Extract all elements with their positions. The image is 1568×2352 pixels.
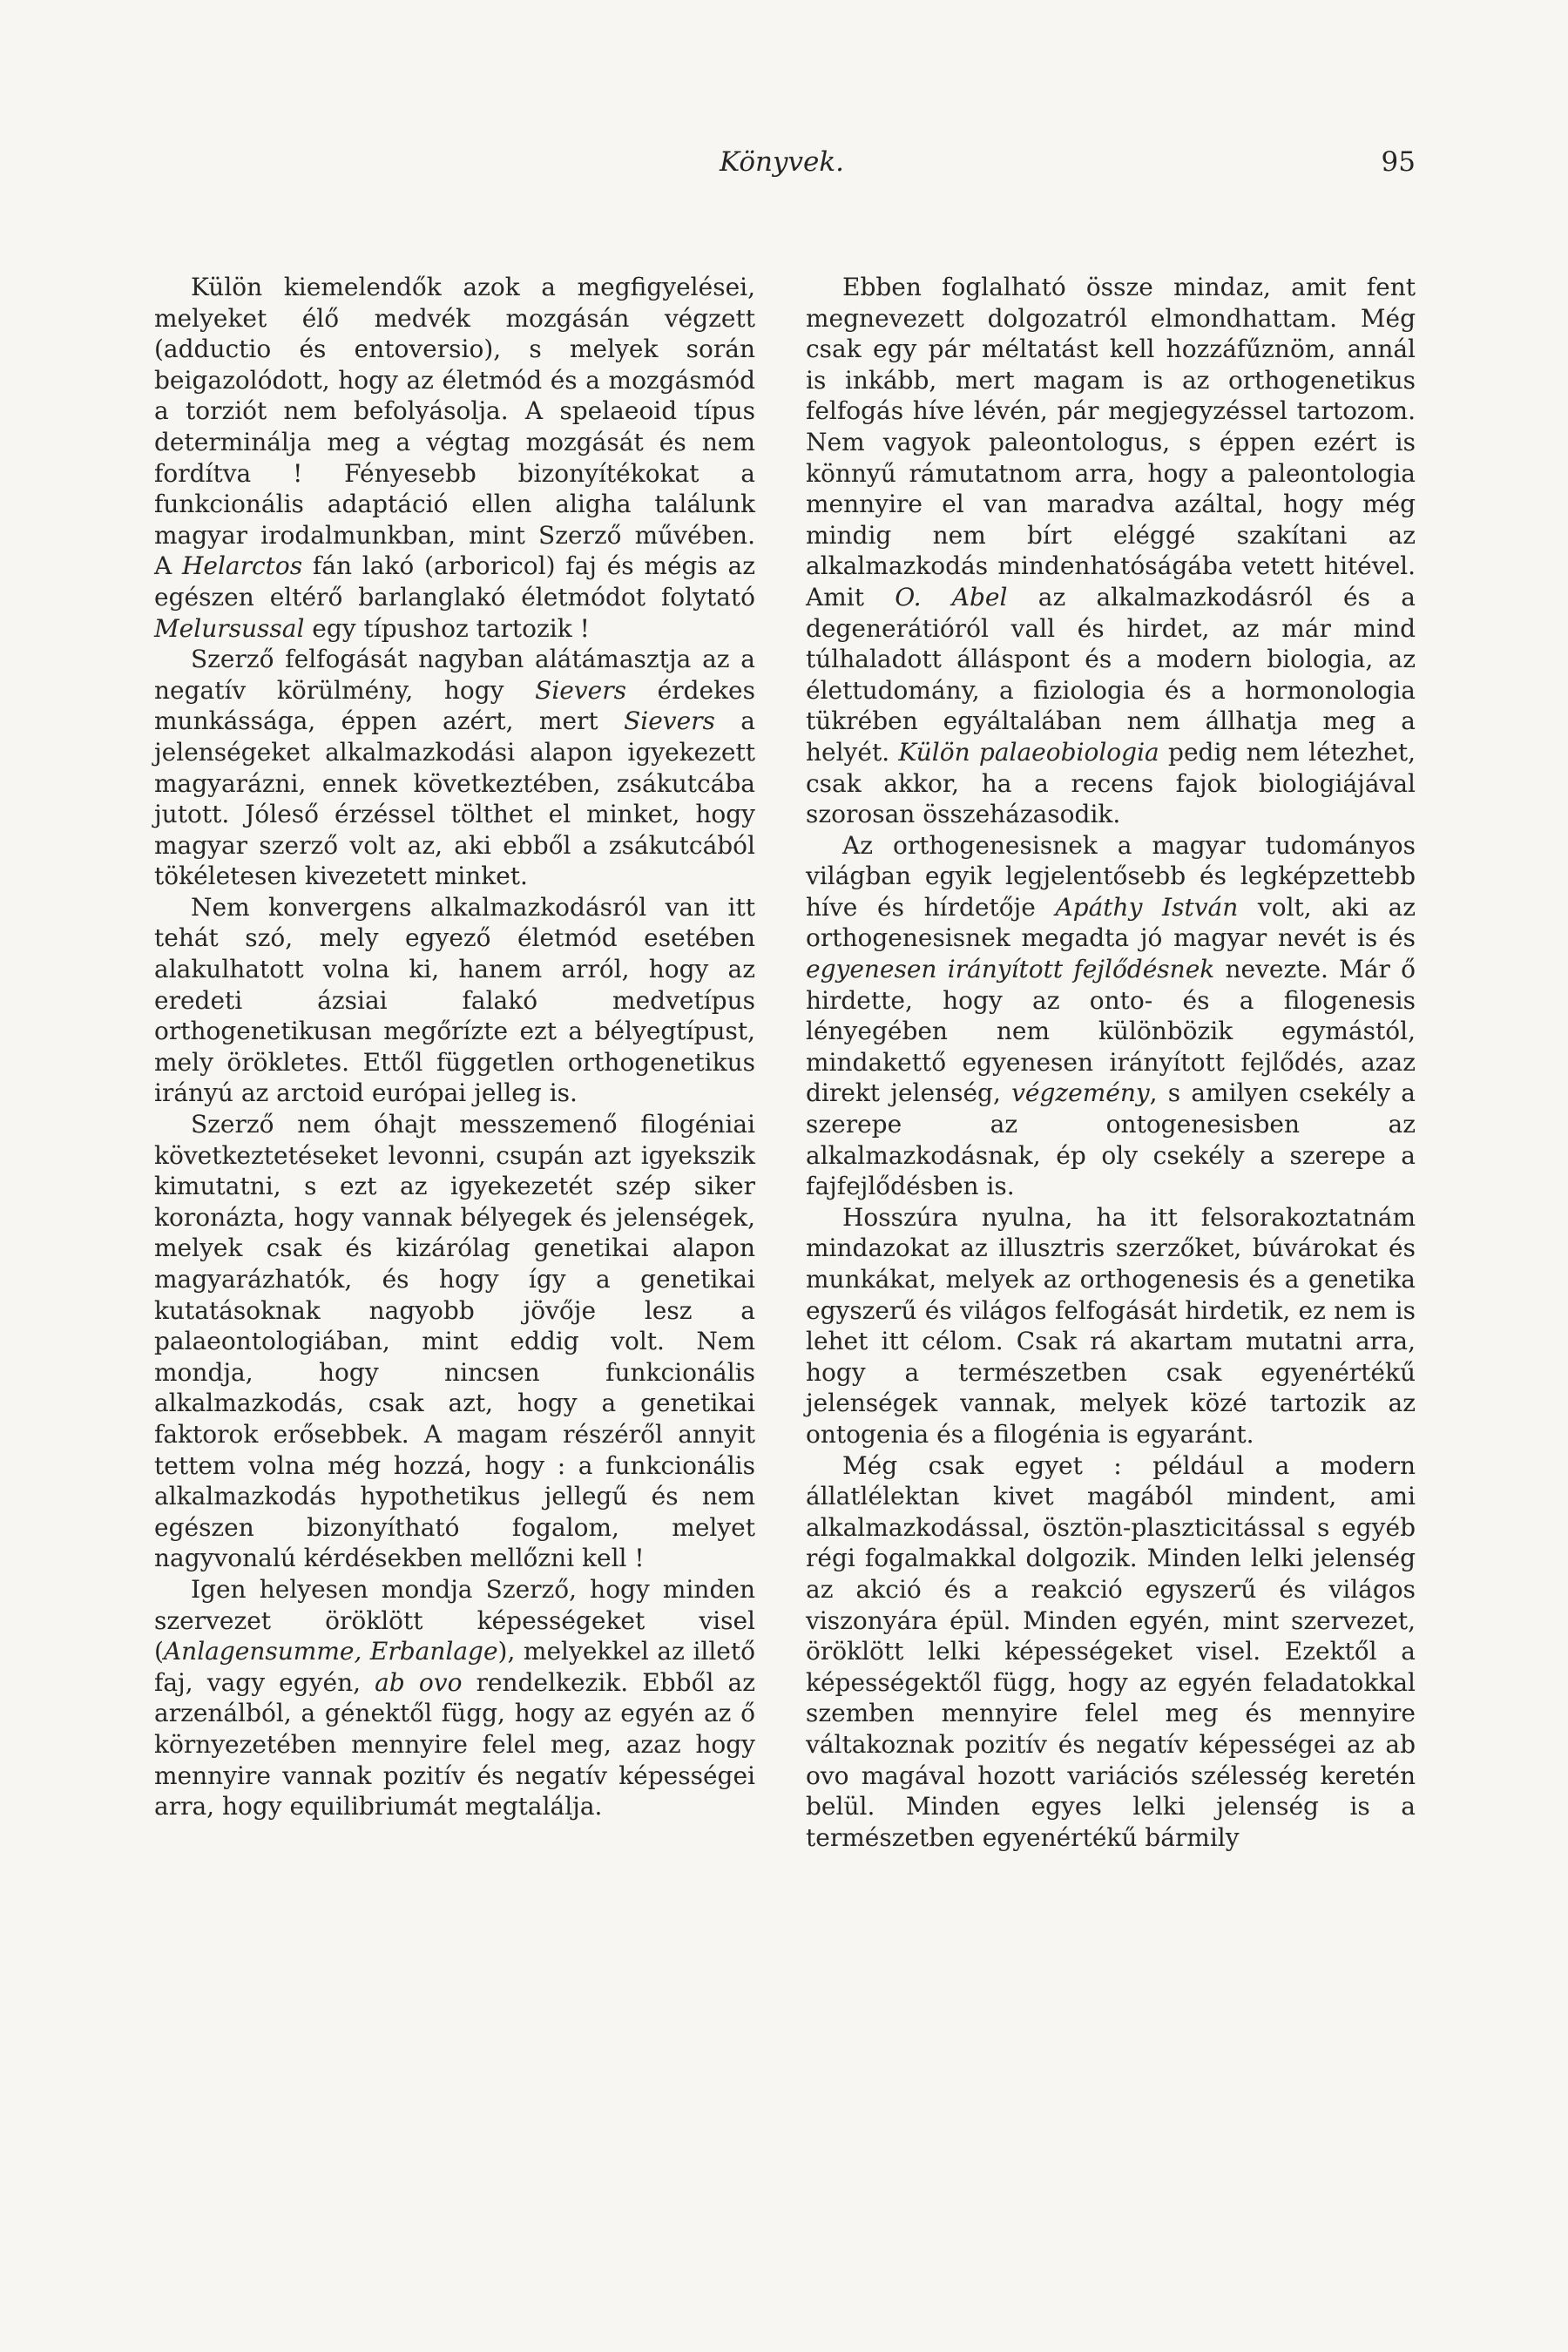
paragraph: Nem konvergens alkalmazkodásról van itt tehát szó, mely egyező életmód esetében alakulhatott volna ki, hanem arról, hogy az eredeti ázsiai falakó medvetípus orthogenetikusan megőrízte ezt a bélyegtípust, mely örökletes. Ettől független orthogenetikus irányú az arctoid európai jelleg is. <box>154 892 755 1108</box>
left-column <box>154 272 755 1822</box>
paragraph: Hosszúra nyulna, ha itt felsorakoztatnám mindazokat az illusztris szerzőket, búvárokat és munkákat, melyek az orthogenesis és a genetika egyszerű és világos felfogását hirdetik, ez nem is lehet itt célom. Csak rá akartam mutatni arra, hogy a természetben csak egyenértékű jelenségek vannak, melyek közé tartozik az ontogenia és a filogénia is egyaránt. <box>806 1202 1416 1449</box>
paragraph: Az orthogenesisnek a magyar tudományos világban egyik legjelentősebb és legképzettebb híve és hírdetője Apáthy István volt, aki az orthogenesisnek megadta jó magyar nevét is és egyenesen irányított fejlődésnek nevezte. Már ő hirdette, hogy az onto- és a filogenesis lényegében nem különbözik egymástól, mindakettő egyenesen irányított fejlődés, azaz direkt jelenség, végzemény, s amilyen csekély a szerepe az ontogenesisben az alkalmazkodásnak, ép oly csekély a szerepe a fajfejlődésben is. <box>806 830 1416 1201</box>
paragraph: Szerző felfogását nagyban alátámasztja az a negatív körülmény, hogy Sievers érdekes munkássága, éppen azért, mert Sievers a jelenségeket alkalmazkodási alapon igyekezett magyarázni, ennek következtében, zsákutcába jutott. Jóleső érzéssel tölthet el minket, hogy magyar szerző volt az, aki ebből a zsákutcából tökéletesen kivezetett minket. <box>154 645 755 891</box>
paragraph: Szerző nem óhajt messzemenő filogéniai következtetéseket levonni, csupán azt igyekszik kimutatni, s ezt az igyekezetét szép siker koronázta, hogy vannak bélyegek és jelenségek, melyek csak és kizárólag genetikai alapon magyarázhatók, és hogy így a genetikai kutatásoknak nagyobb jövője lesz a palaeontologiában, mint eddig volt. Nem mondja, hogy nincsen funkcionális alkalmazkodás, csak azt, hogy a genetikai faktorok erősebbek. A magam részéről annyit tettem volna még hozzá, hogy : a funkcionális alkalmazkodás hypothetikus jellegű és nem egészen bizonyítható fogalom, melyet nagyvonalú kérdésekben mellőzni kell ! <box>154 1110 755 1573</box>
paragraph: Igen helyesen mondja Szerző, hogy minden szervezet öröklött képességeket visel (Anlagensumme, Erbanlage), melyekkel az illető faj, vagy egyén, ab ovo rendelkezik. Ebből az arzenálból, a génektől függ, hogy az egyén az ő környezetében mennyire felel meg, azaz hogy mennyire vannak pozitív és negatív képességei arra, hogy equilibriumát megtalálja. <box>154 1574 755 1821</box>
page-header <box>148 146 1416 190</box>
right-column <box>806 272 1416 1853</box>
running-title: Könyvek. <box>720 146 844 178</box>
paragraph: Külön kiemelendők azok a megfigyelései, melyeket élő medvék mozgásán végzett (adductio és entoversio), s melyek során beigazolódott, hogy az életmód és a mozgásmód a torziót nem befolyásolja. A spelaeoid típus determinálja meg a végtag mozgását és nem fordítva ! Fényesebb bizonyítékokat a funkcionális adaptáció ellen aligha találunk magyar irodalmunkban, mint Szerző művében. A Helarctos fán lakó (arboricol) faj és mégis az egészen eltérő barlanglakó életmódot folytató Melursussal egy típushoz tartozik ! <box>154 273 755 643</box>
page-number: 95 <box>1381 146 1416 178</box>
paragraph: Még csak egyet : például a modern állatlélektan kivet magából mindent, ami alkalmazkodással, ösztön-plaszticitással s egyéb régi fogalmakkal dolgozik. Minden lelki jelenség az akció és a reakció egyszerű és világos viszonyára épül. Minden egyén, mint szervezet, öröklött lelki képességeket visel. Ezektől a képességektől függ, hogy az egyén feladatokkal szemben mennyire felel meg és mennyire váltakoznak pozitív és negatív képességei az ab ovo magával hozott variációs szélesség keretén belül. Minden egyes lelki jelenség is a természetben egyenértékű bármily <box>806 1450 1416 1852</box>
paragraph: Ebben foglalható össze mindaz, amit fent megnevezett dolgozatról elmondhattam. Még csak egy pár méltatást kell hozzáfűznöm, annál is inkább, mert magam is az orthogenetikus felfogás híve lévén, pár megjegyzéssel tartozom. Nem vagyok paleontologus, s éppen ezért is könnyű rámutatnom arra, hogy a paleontologia mennyire el van maradva azáltal, hogy még mindig nem bírt eléggé szakítani az alkalmazkodás mindenhatóságába vetett hitével. Amit O. Abel az alkalmazkodásról és a degenerátióról vall és hirdet, az már mind túlhaladott álláspont és a modern biologia, az élettudomány, a fiziologia és a hormonologia tükrében egyáltalában nem állhatja meg a helyét. Külön palaeobiologia pedig nem létezhet, csak akkor, ha a recens fajok biologiájával szorosan összeházasodik. <box>806 273 1416 829</box>
